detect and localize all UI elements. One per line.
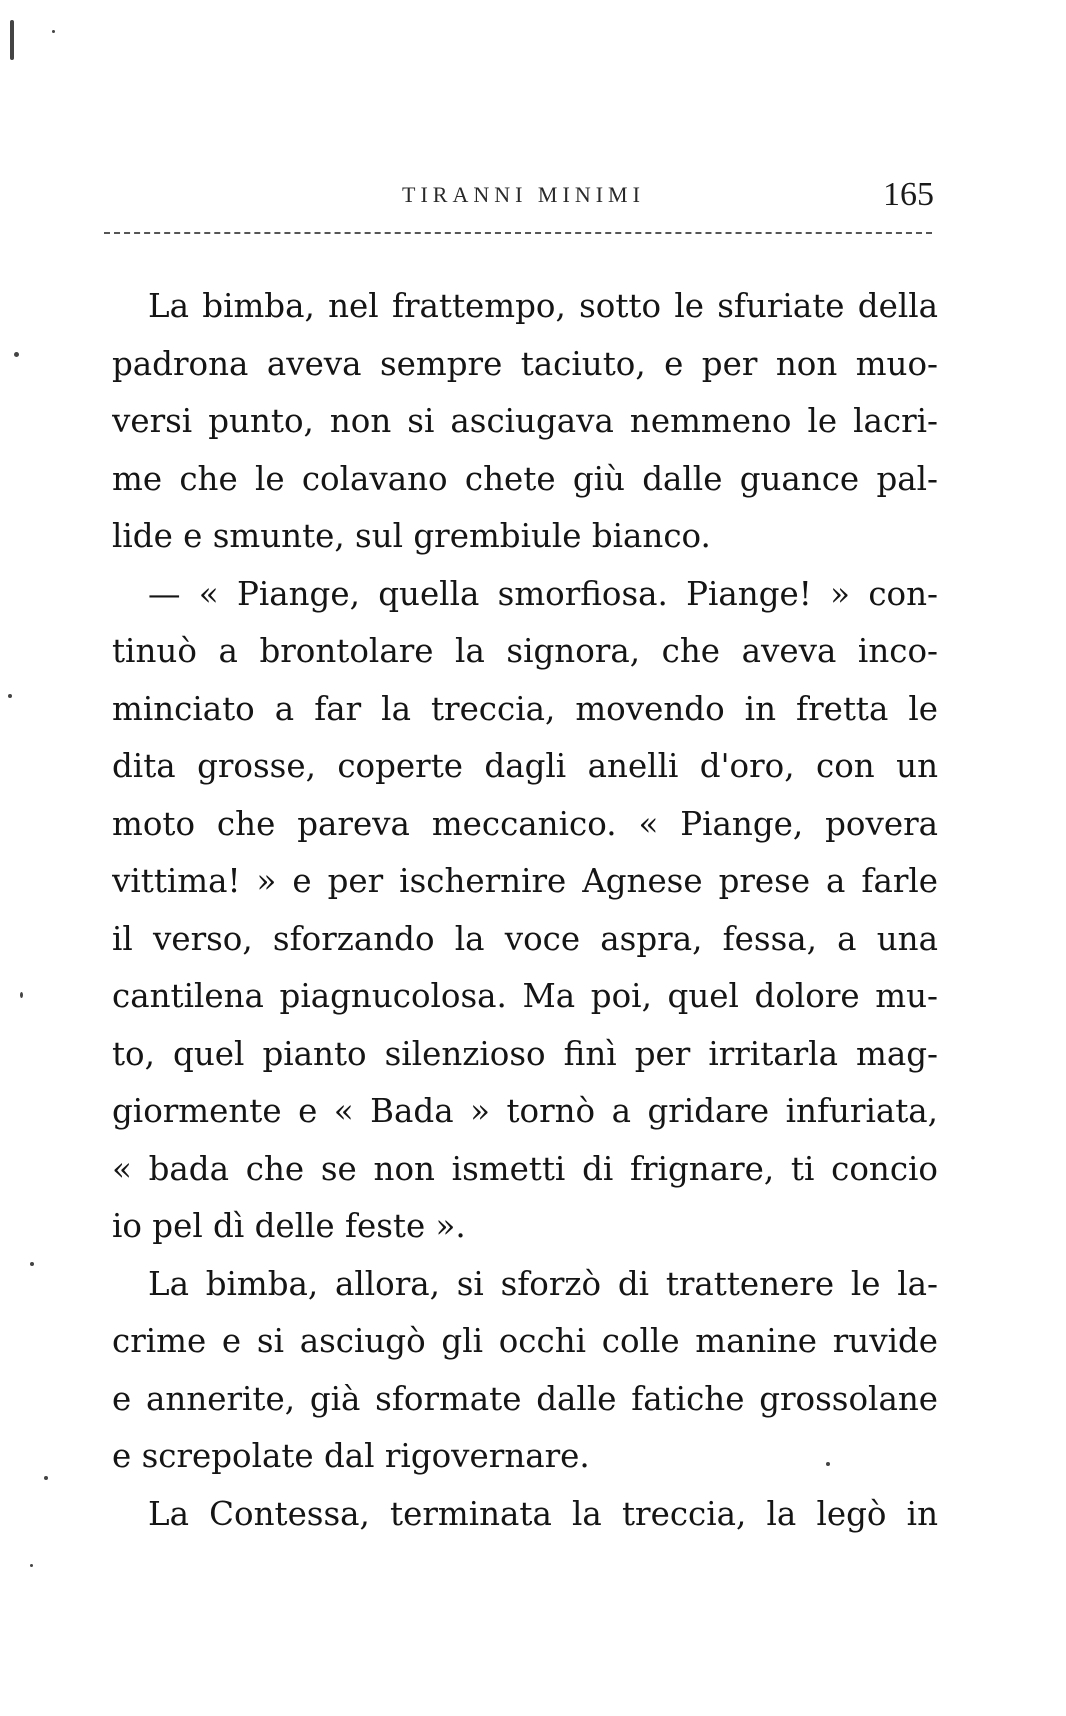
scan-speck	[20, 992, 23, 998]
text-line: dita grosse, coperte dagli anelli d'oro, con un	[112, 747, 938, 785]
text-line: minciato a far la treccia, movendo in fretta le	[112, 689, 938, 728]
text-line: versi punto, non si asciugava nemmeno le lacri-	[112, 402, 938, 440]
text-line: e screpolate dal rigovernare.	[112, 1437, 590, 1475]
text-line: La bimba, nel frattempo, sotto le sfuriate della	[148, 287, 938, 325]
body-text	[112, 278, 938, 1543]
running-title: TIRANNI MINIMI	[402, 182, 645, 207]
text-line: moto che pareva meccanico. « Piange, povera	[112, 804, 938, 843]
page-number: 165	[883, 176, 934, 213]
scan-speck	[52, 30, 55, 33]
text-line: crime e si asciugò gli occhi colle manine ruvide	[112, 1322, 938, 1360]
scan-speck	[30, 1262, 34, 1266]
scan-speck	[14, 352, 19, 357]
running-header	[112, 176, 934, 216]
text-line: vittima! » e per ischernire Agnese prese a farle	[112, 862, 938, 900]
text-line: La bimba, allora, si sforzò di trattenere le la-	[148, 1264, 938, 1303]
text-line: lide e smunte, sul grembiule bianco.	[112, 517, 711, 555]
scan-speck	[10, 20, 14, 60]
text-line: padrona aveva sempre taciuto, e per non muo-	[112, 344, 938, 383]
text-line: e annerite, già sformate dalle fatiche grossolane	[112, 1379, 938, 1418]
scan-speck	[44, 1476, 48, 1480]
text-line: to, quel pianto silenzioso finì per irritarla mag-	[112, 1034, 938, 1073]
text-line: giormente e « Bada » tornò a gridare infuriata,	[112, 1092, 938, 1130]
scan-speck	[8, 694, 12, 698]
scan-speck	[826, 1462, 830, 1466]
header-rule	[104, 232, 932, 234]
scan-speck	[30, 1564, 33, 1567]
text-line: il verso, sforzando la voce aspra, fessa, a una	[112, 919, 938, 958]
text-line: « bada che se non ismetti di frignare, ti concio	[112, 1149, 938, 1188]
text-line: me che le colavano chete giù dalle guance pal-	[112, 459, 938, 498]
text-line: io pel dì delle feste ».	[112, 1207, 466, 1245]
text-line: tinuò a brontolare la signora, che aveva inco-	[112, 632, 938, 670]
text-line: cantilena piagnucolosa. Ma poi, quel dolore mu-	[112, 977, 938, 1015]
text-line: La Contessa, terminata la treccia, la legò in	[148, 1494, 938, 1533]
text-line: — « Piange, quella smorfiosa. Piange! » con-	[148, 574, 938, 613]
